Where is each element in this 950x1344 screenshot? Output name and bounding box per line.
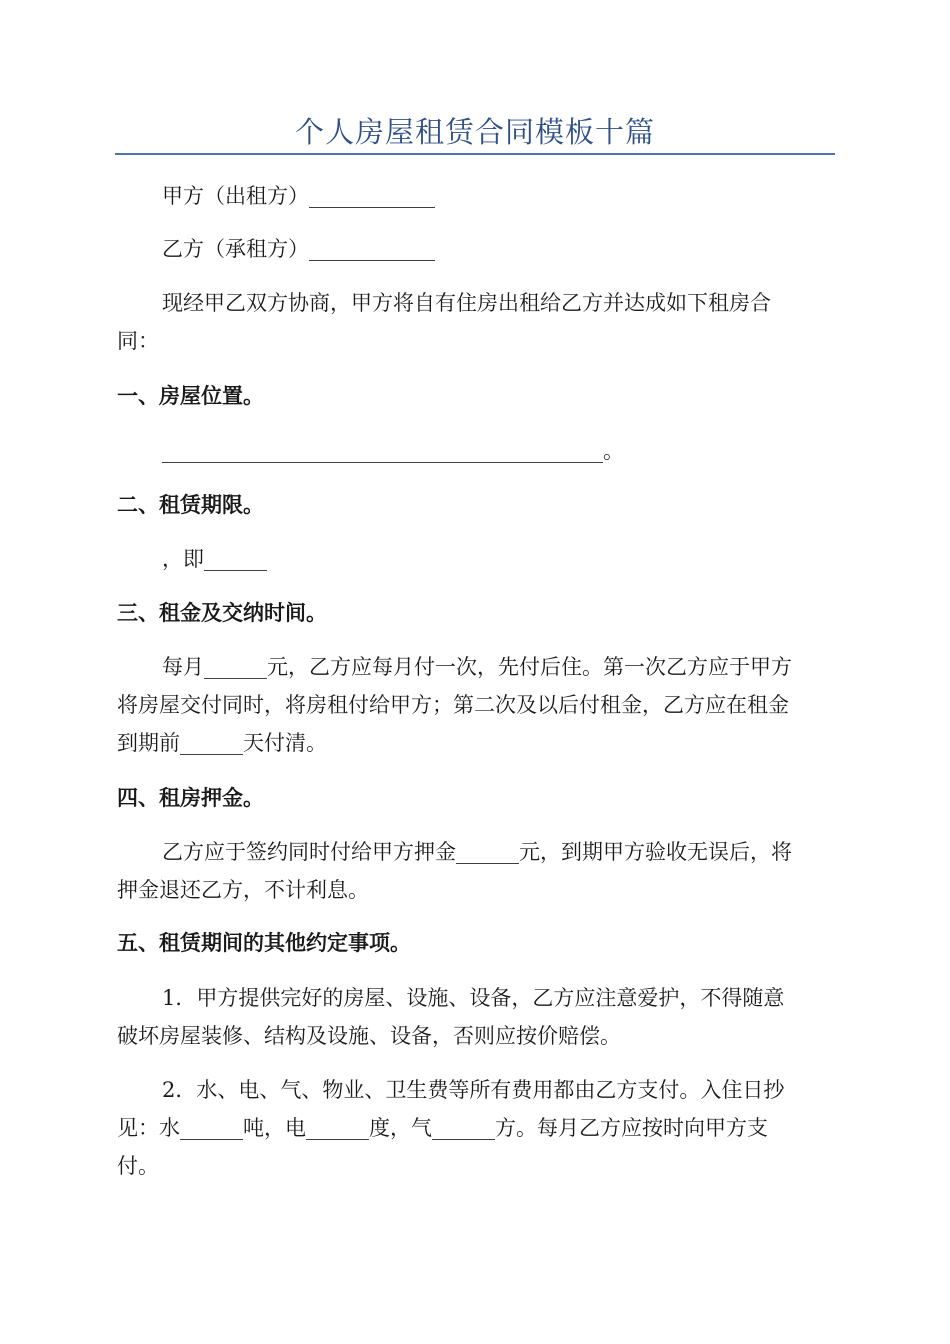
rent-line-3: 到期前______天付清。	[117, 731, 327, 755]
clause-1-line-2: 破坏房屋装修、结构及设施、设备，否则应按价赔偿。	[117, 1024, 621, 1048]
party-b-line: 乙方（承租方）____________	[162, 237, 435, 261]
preamble-line-1: 现经甲乙双方协商，甲方将自有住房出租给乙方并达成如下租房合	[162, 291, 771, 315]
section-heading-other-terms: 五、租赁期间的其他约定事项。	[117, 930, 411, 955]
rent-line-2: 将房屋交付同时，将房租付给甲方；第二次及以后付租金，乙方应在租金	[117, 693, 789, 717]
rent-line-1: 每月______元，乙方应每月付一次，先付后住。第一次乙方应于甲方	[162, 655, 792, 679]
section-heading-rent: 三、租金及交纳时间。	[117, 600, 327, 625]
title-underline	[115, 153, 835, 155]
section-heading-deposit: 四、租房押金。	[117, 785, 264, 810]
clause-2-line-3: 付。	[117, 1154, 159, 1178]
deposit-line-1: 乙方应于签约同时付给甲方押金______元，到期甲方验收无误后，将	[162, 840, 792, 864]
preamble-line-2: 同：	[117, 329, 159, 353]
section-heading-location: 一、房屋位置。	[117, 383, 264, 408]
clause-2-line-2: 见：水______吨，电______度，气______方。每月乙方应按时向甲方支	[117, 1116, 768, 1140]
section-heading-term: 二、租赁期限。	[117, 492, 264, 517]
location-blank-line: __________________________________________。	[162, 439, 624, 463]
clause-1-line-1: 1．甲方提供完好的房屋、设施、设备，乙方应注意爱护，不得随意	[162, 986, 785, 1010]
clause-2-line-1: 2．水、电、气、物业、卫生费等所有费用都由乙方支付。入住日抄	[162, 1078, 785, 1102]
document-title: 个人房屋租赁合同模板十篇	[294, 115, 655, 149]
party-a-line: 甲方（出租方）____________	[162, 184, 435, 208]
term-line: ，即______	[162, 547, 267, 571]
deposit-line-2: 押金退还乙方，不计利息。	[117, 878, 369, 902]
